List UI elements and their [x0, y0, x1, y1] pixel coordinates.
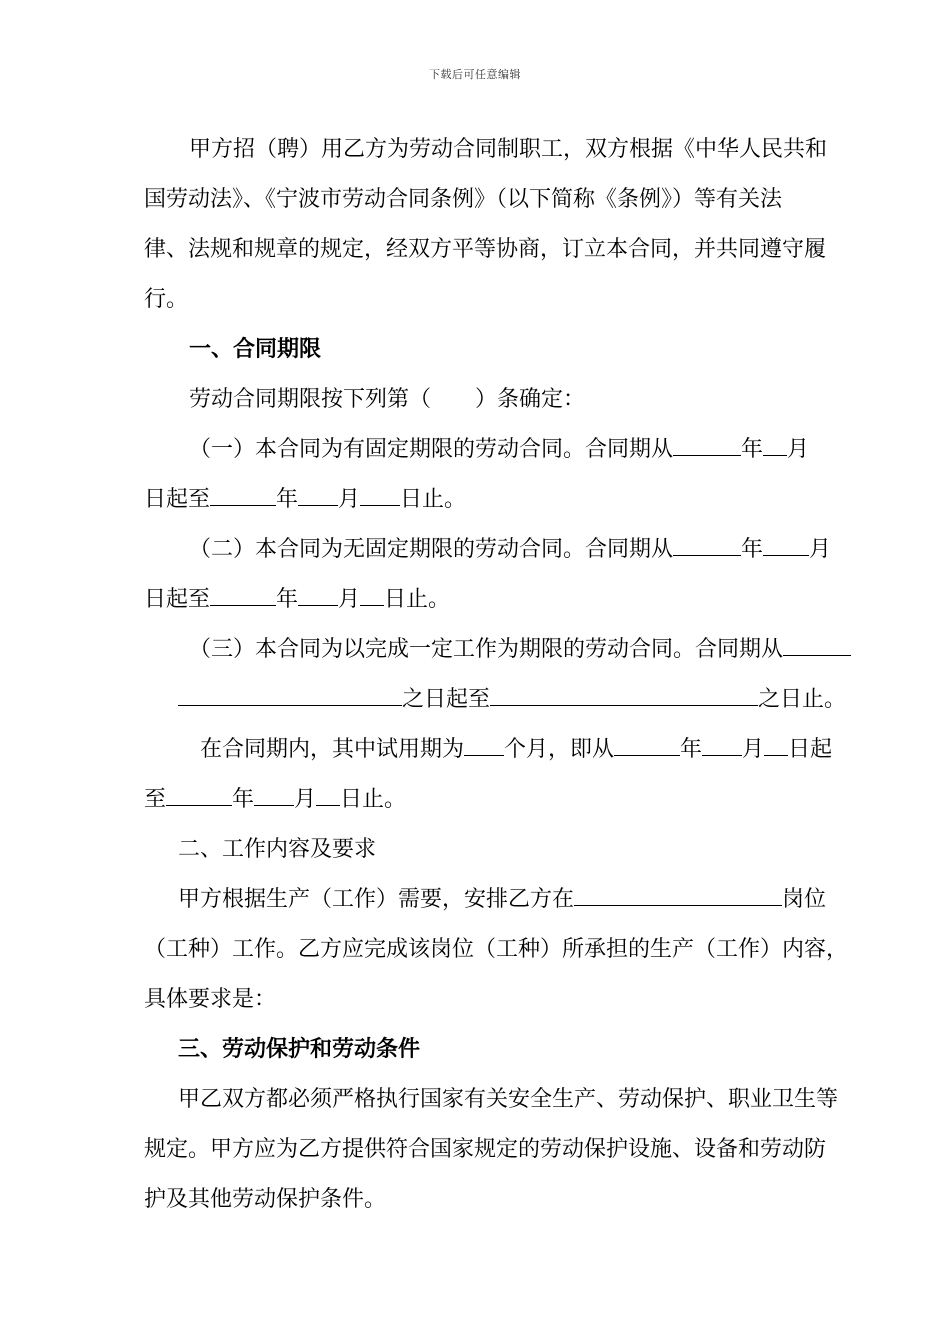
month-blank[interactable] [702, 733, 742, 756]
clause-1-line-2 [144, 483, 466, 517]
intro-line-1: 甲方招（聘）用乙方为劳动合同制职工，双方根据《中华人民共和 [189, 137, 828, 162]
start-blank[interactable] [783, 633, 851, 656]
year-blank[interactable] [673, 533, 741, 556]
month-blank[interactable] [763, 433, 787, 456]
section-2-line-2: （工种）工作。乙方应完成该岗位（工种）所承担的生产（工作）内容， [144, 937, 849, 962]
section-2-line-1 [178, 883, 826, 917]
day-to-label: 日止。 [340, 787, 407, 812]
section-2-heading: 二、工作内容及要求 [178, 837, 377, 862]
month-blank[interactable] [298, 483, 338, 506]
day-from-label: 日起 [788, 737, 833, 762]
clause-3-text: （三）本合同为以完成一定工作为期限的劳动合同。合同期从 [189, 637, 784, 662]
clause-3-line-2 [178, 683, 846, 717]
section-3-heading: 三、劳动保护和劳动条件 [178, 1037, 421, 1062]
position-label: 岗位 [782, 887, 827, 912]
section-3-line-2: 规定。甲方应为乙方提供符合国家规定的劳动保护设施、设备和劳动防 [144, 1137, 827, 1162]
year-label: 年 [741, 437, 764, 462]
clause-1-text: （一）本合同为有固定期限的劳动合同。合同期从 [189, 437, 674, 462]
year-blank[interactable] [210, 483, 276, 506]
clause-2-line-1 [189, 533, 831, 567]
probation-line-2 [144, 783, 406, 817]
end-event-blank[interactable] [490, 683, 758, 706]
probation-line-1 [200, 733, 832, 767]
clause-3-from-label: 之日起至 [402, 687, 491, 712]
year-label: 年 [741, 537, 764, 562]
section-1-choose: 劳动合同期限按下列第（ ）条确定： [189, 387, 586, 412]
year-blank[interactable] [166, 783, 232, 806]
section-1-heading: 一、合同期限 [189, 337, 322, 362]
month-label: 月 [742, 737, 765, 762]
start-event-blank[interactable] [178, 683, 402, 706]
section-2-text: 甲方根据生产（工作）需要，安排乙方在 [178, 887, 575, 912]
day-blank[interactable] [764, 733, 788, 756]
intro-line-2: 国劳动法》、《宁波市劳动合同条例》（以下简称《条例》）等有关法 [144, 187, 783, 212]
day-from-label: 日起至 [144, 587, 211, 612]
month-label: 月 [787, 437, 810, 462]
to-label: 至 [144, 787, 167, 812]
month-blank[interactable] [298, 583, 338, 606]
clause-1-line-1 [189, 433, 809, 467]
year-blank[interactable] [673, 433, 741, 456]
month-blank[interactable] [763, 533, 809, 556]
year-label: 年 [276, 587, 299, 612]
page-header: 下载后可任意编辑 [429, 68, 521, 81]
day-blank[interactable] [316, 783, 340, 806]
section-3-line-1: 甲乙双方都必须严格执行国家有关安全生产、劳动保护、职业卫生等 [178, 1087, 839, 1112]
month-label: 月 [809, 537, 832, 562]
intro-line-3: 律、法规和规章的规定，经双方平等协商，订立本合同，并共同遵守履 [144, 237, 827, 262]
year-label: 年 [680, 737, 703, 762]
day-blank[interactable] [360, 483, 400, 506]
clause-2-line-2 [144, 583, 450, 617]
intro-line-4: 行。 [144, 287, 189, 312]
position-blank[interactable] [574, 883, 782, 906]
day-blank[interactable] [360, 583, 384, 606]
month-label: 月 [338, 587, 361, 612]
month-label: 月 [338, 487, 361, 512]
day-to-label: 日止。 [400, 487, 467, 512]
year-blank[interactable] [210, 583, 276, 606]
clause-3-line-1 [189, 633, 851, 667]
clause-3-to-label: 之日止。 [758, 687, 847, 712]
probation-months-blank[interactable] [464, 733, 504, 756]
year-label: 年 [276, 487, 299, 512]
year-label: 年 [232, 787, 255, 812]
probation-text: 在合同期内，其中试用期为 [200, 737, 465, 762]
probation-months-label: 个月，即从 [504, 737, 615, 762]
section-2-line-3: 具体要求是： [144, 987, 277, 1012]
month-blank[interactable] [254, 783, 294, 806]
clause-2-text: （二）本合同为无固定期限的劳动合同。合同期从 [189, 537, 674, 562]
section-3-line-3: 护及其他劳动保护条件。 [144, 1187, 387, 1212]
day-from-label: 日起至 [144, 487, 211, 512]
day-to-label: 日止。 [384, 587, 451, 612]
year-blank[interactable] [614, 733, 680, 756]
month-label: 月 [294, 787, 317, 812]
